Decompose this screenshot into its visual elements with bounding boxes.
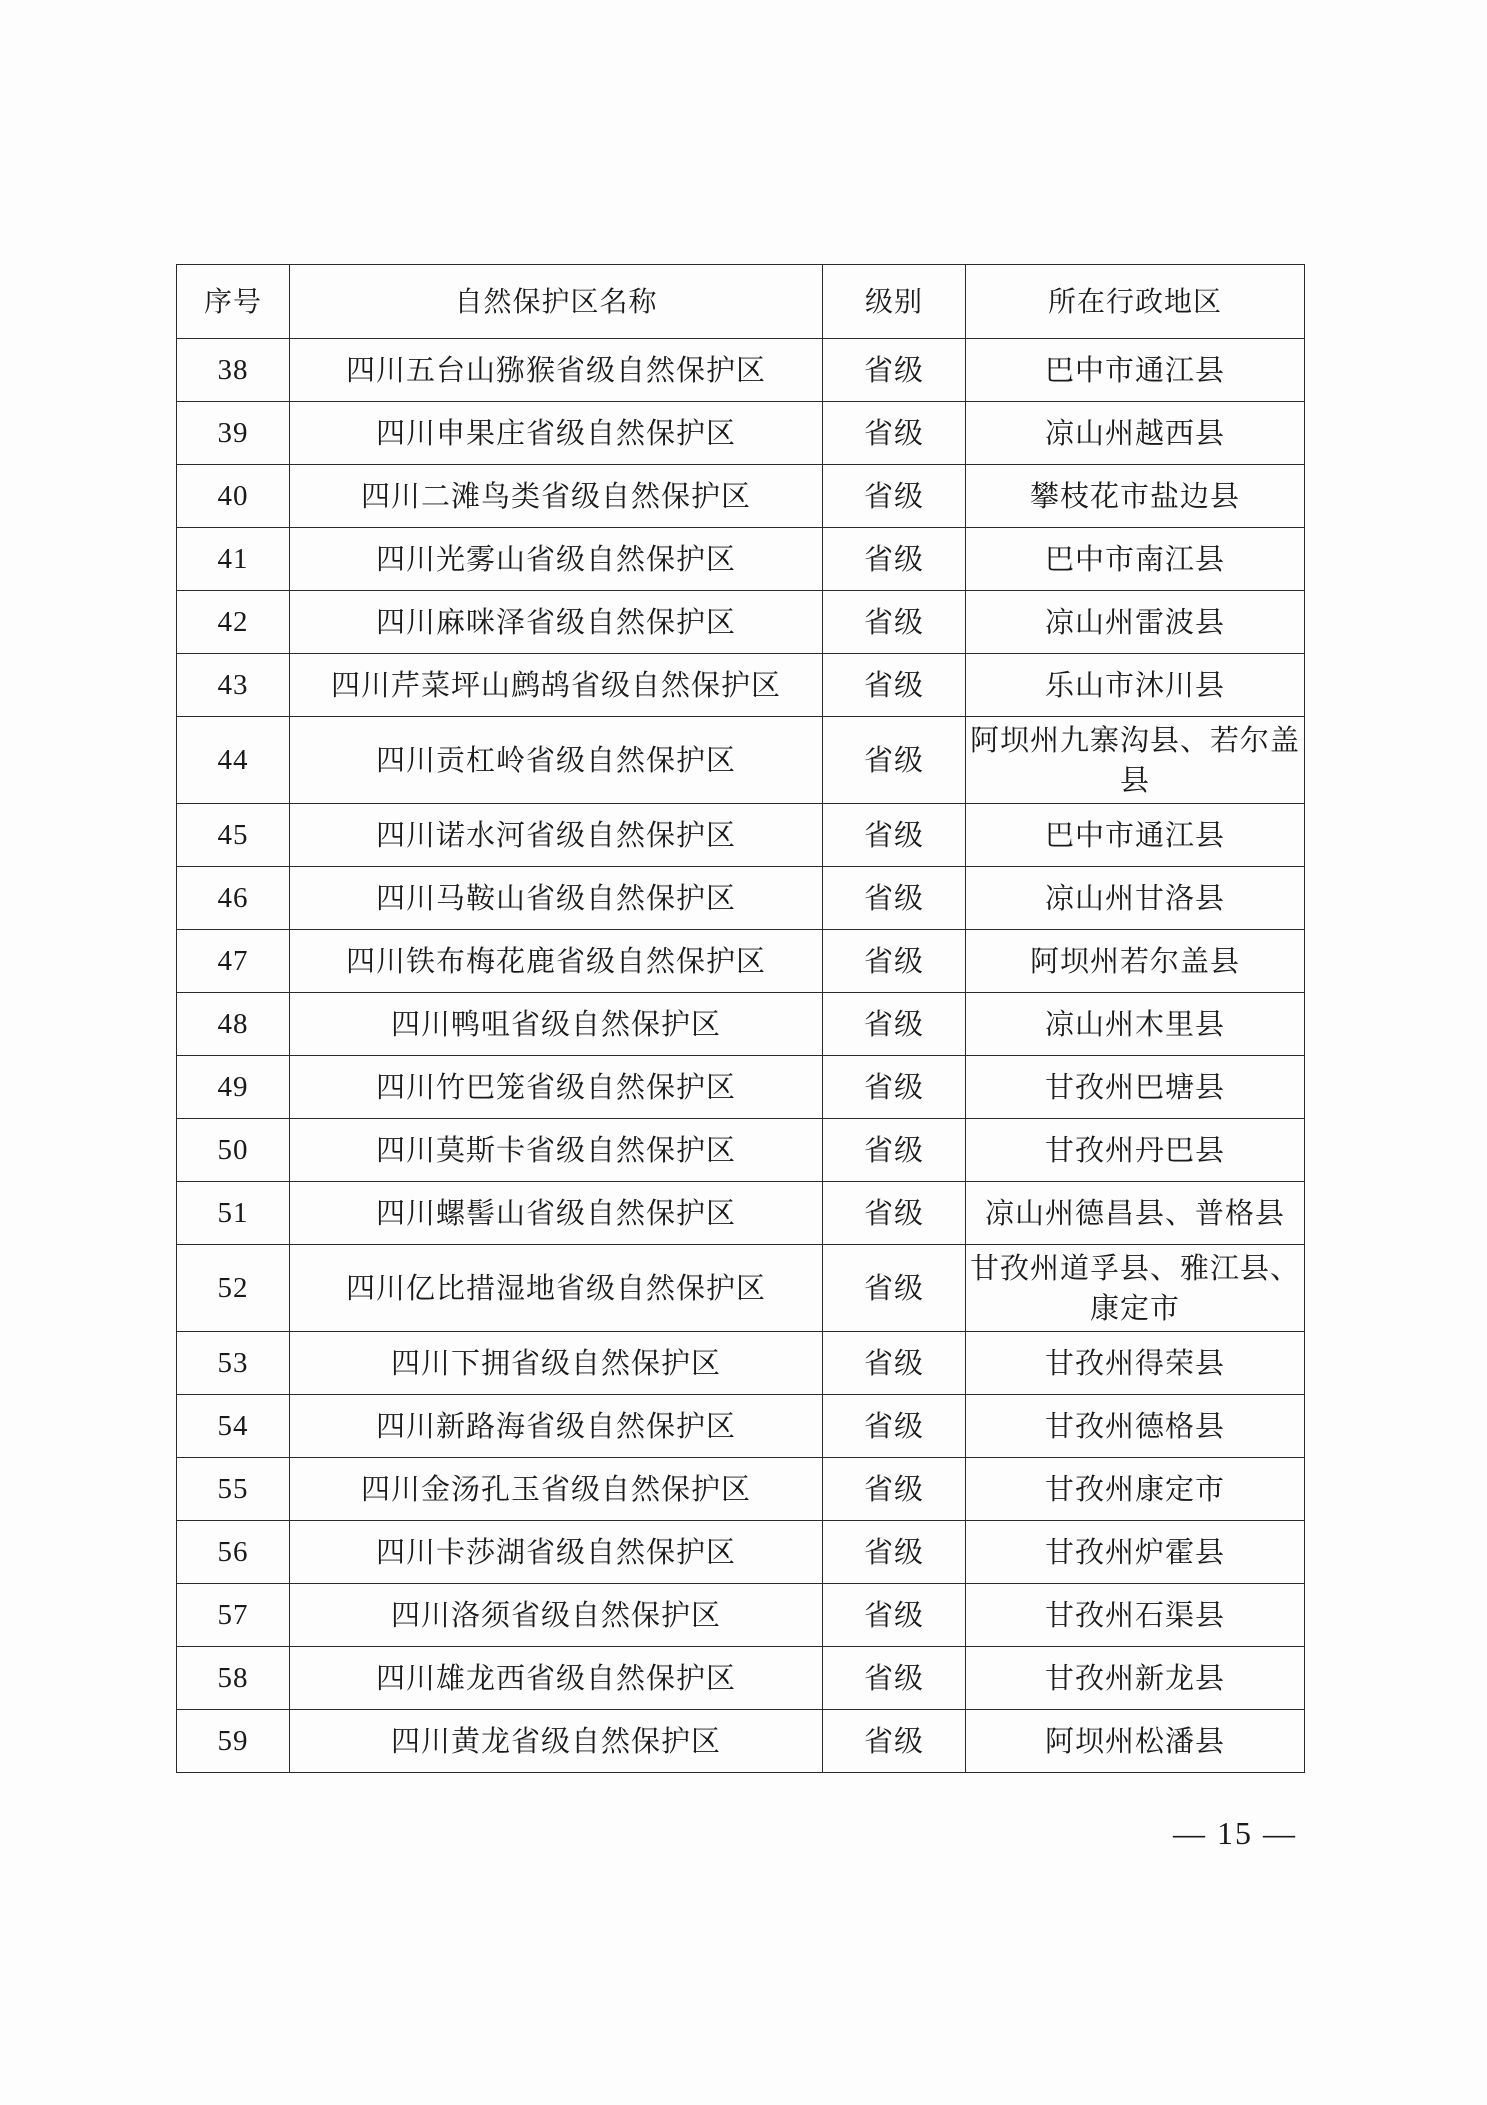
table-row xyxy=(177,528,1305,591)
cell-no: 45 xyxy=(177,804,290,867)
cell-no: 49 xyxy=(177,1056,290,1119)
header-no: 序号 xyxy=(177,265,290,339)
cell-reserve-name: 四川螺髻山省级自然保护区 xyxy=(290,1182,823,1245)
cell-level: 省级 xyxy=(823,804,966,867)
cell-reserve-name: 四川光雾山省级自然保护区 xyxy=(290,528,823,591)
cell-reserve-name: 四川竹巴笼省级自然保护区 xyxy=(290,1056,823,1119)
cell-reserve-name: 四川鸭咀省级自然保护区 xyxy=(290,993,823,1056)
cell-region: 凉山州雷波县 xyxy=(966,591,1305,654)
table-row xyxy=(177,867,1305,930)
table-header-row xyxy=(177,265,1305,339)
cell-no: 44 xyxy=(177,717,290,804)
cell-no: 39 xyxy=(177,402,290,465)
cell-level: 省级 xyxy=(823,867,966,930)
table-row xyxy=(177,1458,1305,1521)
cell-level: 省级 xyxy=(823,591,966,654)
cell-region: 阿坝州九寨沟县、若尔盖县 xyxy=(966,717,1305,804)
cell-level: 省级 xyxy=(823,993,966,1056)
cell-no: 57 xyxy=(177,1584,290,1647)
header-region: 所在行政地区 xyxy=(966,265,1305,339)
nature-reserve-table xyxy=(176,264,1305,1773)
cell-region: 甘孜州康定市 xyxy=(966,1458,1305,1521)
cell-region: 甘孜州丹巴县 xyxy=(966,1119,1305,1182)
header-name: 自然保护区名称 xyxy=(290,265,823,339)
cell-no: 58 xyxy=(177,1647,290,1710)
cell-no: 38 xyxy=(177,339,290,402)
cell-no: 56 xyxy=(177,1521,290,1584)
cell-level: 省级 xyxy=(823,402,966,465)
cell-reserve-name: 四川黄龙省级自然保护区 xyxy=(290,1710,823,1773)
cell-level: 省级 xyxy=(823,1332,966,1395)
cell-region: 甘孜州炉霍县 xyxy=(966,1521,1305,1584)
cell-reserve-name: 四川新路海省级自然保护区 xyxy=(290,1395,823,1458)
cell-no: 51 xyxy=(177,1182,290,1245)
table-row xyxy=(177,717,1305,804)
cell-level: 省级 xyxy=(823,654,966,717)
table-row xyxy=(177,402,1305,465)
table-body xyxy=(177,339,1305,1773)
cell-no: 50 xyxy=(177,1119,290,1182)
table-row xyxy=(177,1182,1305,1245)
cell-region: 甘孜州石渠县 xyxy=(966,1584,1305,1647)
cell-reserve-name: 四川麻咪泽省级自然保护区 xyxy=(290,591,823,654)
cell-no: 40 xyxy=(177,465,290,528)
cell-level: 省级 xyxy=(823,930,966,993)
cell-level: 省级 xyxy=(823,528,966,591)
cell-level: 省级 xyxy=(823,1710,966,1773)
cell-region: 攀枝花市盐边县 xyxy=(966,465,1305,528)
cell-level: 省级 xyxy=(823,1182,966,1245)
cell-region: 甘孜州道孚县、雅江县、康定市 xyxy=(966,1245,1305,1332)
cell-region: 凉山州德昌县、普格县 xyxy=(966,1182,1305,1245)
cell-reserve-name: 四川铁布梅花鹿省级自然保护区 xyxy=(290,930,823,993)
cell-region: 阿坝州松潘县 xyxy=(966,1710,1305,1773)
cell-reserve-name: 四川诺水河省级自然保护区 xyxy=(290,804,823,867)
table-row xyxy=(177,1395,1305,1458)
cell-region: 巴中市通江县 xyxy=(966,339,1305,402)
cell-no: 54 xyxy=(177,1395,290,1458)
cell-no: 48 xyxy=(177,993,290,1056)
cell-level: 省级 xyxy=(823,1584,966,1647)
cell-reserve-name: 四川申果庄省级自然保护区 xyxy=(290,402,823,465)
cell-reserve-name: 四川莫斯卡省级自然保护区 xyxy=(290,1119,823,1182)
cell-no: 47 xyxy=(177,930,290,993)
cell-level: 省级 xyxy=(823,717,966,804)
cell-region: 凉山州甘洛县 xyxy=(966,867,1305,930)
table-row xyxy=(177,1521,1305,1584)
header-level: 级别 xyxy=(823,265,966,339)
table-row xyxy=(177,1647,1305,1710)
table-row xyxy=(177,1245,1305,1332)
cell-reserve-name: 四川金汤孔玉省级自然保护区 xyxy=(290,1458,823,1521)
cell-level: 省级 xyxy=(823,1521,966,1584)
cell-reserve-name: 四川马鞍山省级自然保护区 xyxy=(290,867,823,930)
cell-no: 59 xyxy=(177,1710,290,1773)
cell-region: 甘孜州得荣县 xyxy=(966,1332,1305,1395)
cell-reserve-name: 四川二滩鸟类省级自然保护区 xyxy=(290,465,823,528)
cell-region: 凉山州越西县 xyxy=(966,402,1305,465)
table-row xyxy=(177,930,1305,993)
cell-no: 46 xyxy=(177,867,290,930)
cell-region: 凉山州木里县 xyxy=(966,993,1305,1056)
cell-region: 乐山市沐川县 xyxy=(966,654,1305,717)
cell-no: 55 xyxy=(177,1458,290,1521)
cell-level: 省级 xyxy=(823,1056,966,1119)
cell-region: 巴中市南江县 xyxy=(966,528,1305,591)
cell-reserve-name: 四川洛须省级自然保护区 xyxy=(290,1584,823,1647)
table-row xyxy=(177,654,1305,717)
cell-level: 省级 xyxy=(823,1245,966,1332)
cell-no: 43 xyxy=(177,654,290,717)
table-row xyxy=(177,1056,1305,1119)
cell-reserve-name: 四川芹菜坪山鹧鸪省级自然保护区 xyxy=(290,654,823,717)
page-number: — 15 — xyxy=(1173,1815,1297,1851)
table-row xyxy=(177,339,1305,402)
table-row xyxy=(177,1710,1305,1773)
cell-level: 省级 xyxy=(823,1647,966,1710)
cell-level: 省级 xyxy=(823,339,966,402)
cell-reserve-name: 四川贡杠岭省级自然保护区 xyxy=(290,717,823,804)
cell-level: 省级 xyxy=(823,1395,966,1458)
cell-no: 42 xyxy=(177,591,290,654)
cell-region: 甘孜州德格县 xyxy=(966,1395,1305,1458)
cell-no: 41 xyxy=(177,528,290,591)
table-row xyxy=(177,804,1305,867)
cell-region: 阿坝州若尔盖县 xyxy=(966,930,1305,993)
cell-reserve-name: 四川下拥省级自然保护区 xyxy=(290,1332,823,1395)
cell-reserve-name: 四川亿比措湿地省级自然保护区 xyxy=(290,1245,823,1332)
table-row xyxy=(177,1332,1305,1395)
table-row xyxy=(177,1584,1305,1647)
cell-reserve-name: 四川卡莎湖省级自然保护区 xyxy=(290,1521,823,1584)
cell-region: 巴中市通江县 xyxy=(966,804,1305,867)
table-row xyxy=(177,993,1305,1056)
table-row xyxy=(177,1119,1305,1182)
cell-region: 甘孜州巴塘县 xyxy=(966,1056,1305,1119)
cell-level: 省级 xyxy=(823,1119,966,1182)
cell-level: 省级 xyxy=(823,1458,966,1521)
cell-region: 甘孜州新龙县 xyxy=(966,1647,1305,1710)
cell-reserve-name: 四川五台山猕猴省级自然保护区 xyxy=(290,339,823,402)
table-row xyxy=(177,591,1305,654)
table-row xyxy=(177,465,1305,528)
cell-no: 53 xyxy=(177,1332,290,1395)
cell-no: 52 xyxy=(177,1245,290,1332)
cell-level: 省级 xyxy=(823,465,966,528)
cell-reserve-name: 四川雄龙西省级自然保护区 xyxy=(290,1647,823,1710)
